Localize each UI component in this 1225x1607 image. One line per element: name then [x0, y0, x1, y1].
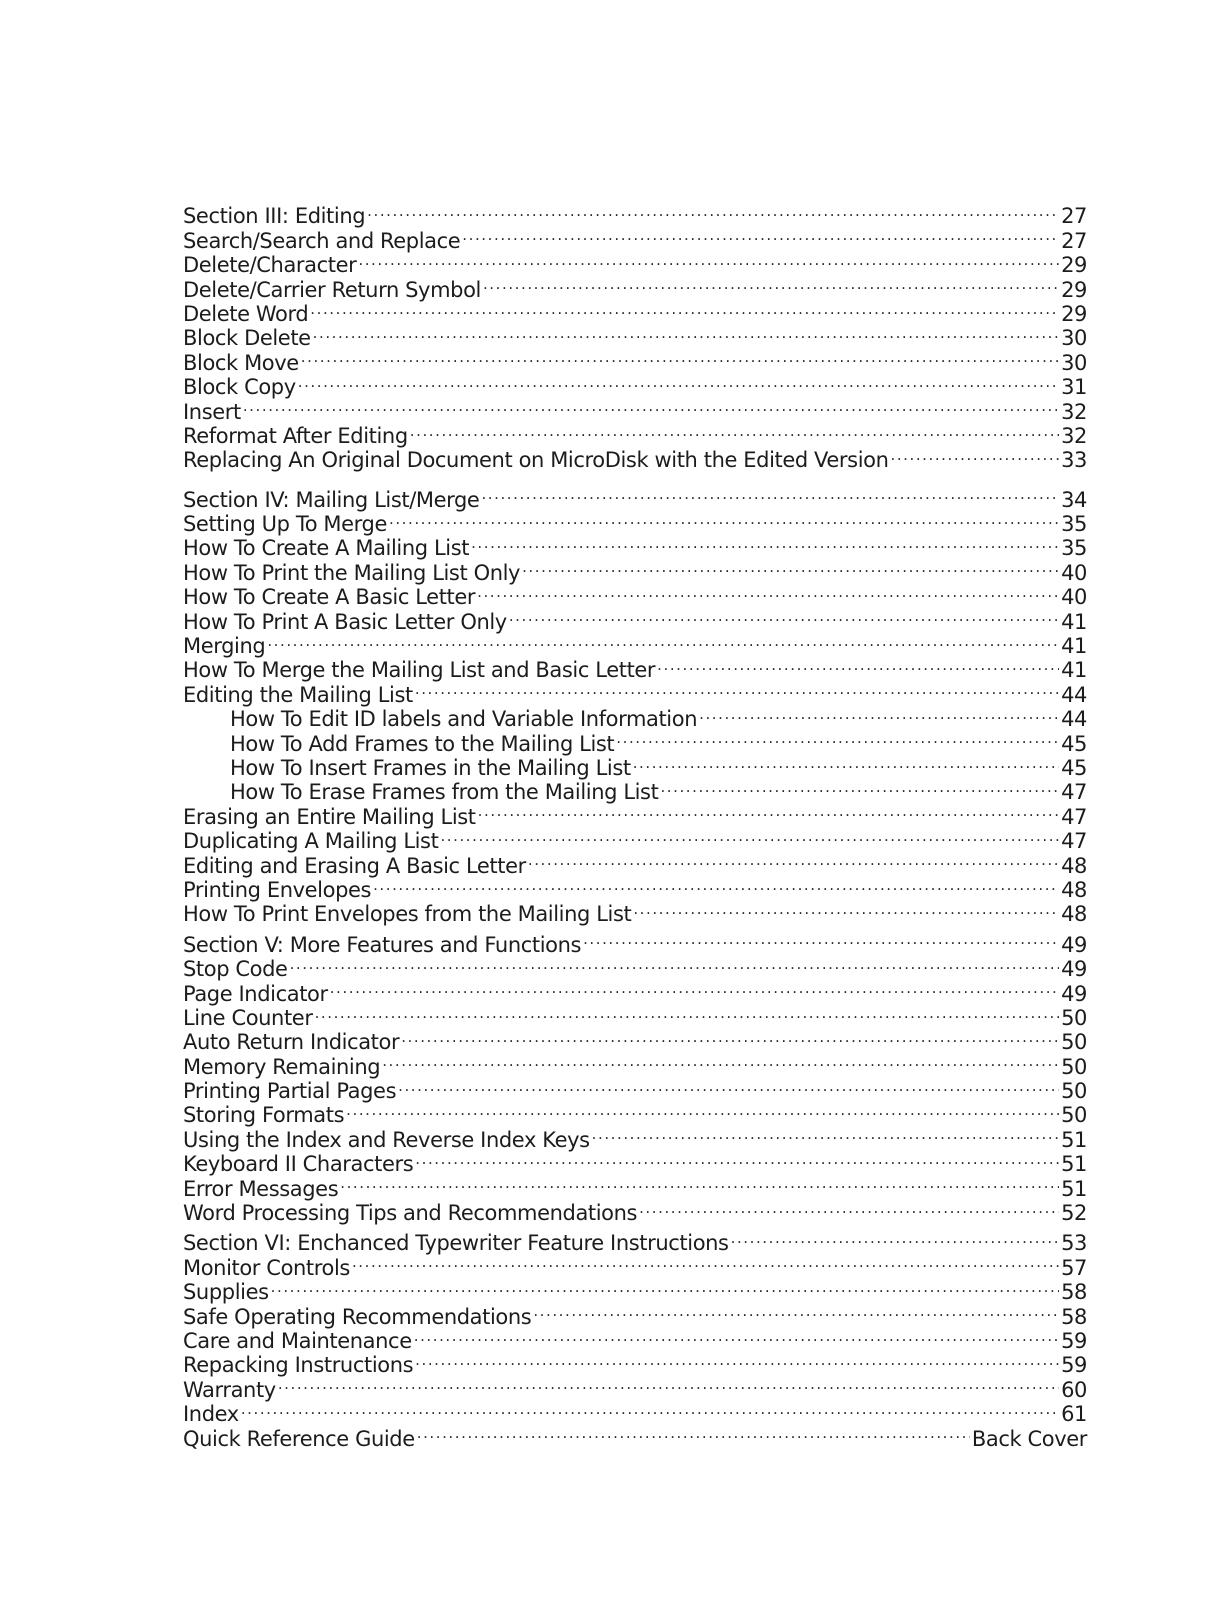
toc-entry-page: 30 [1061, 350, 1087, 375]
toc-entry-page: 32 [1061, 423, 1087, 448]
toc-section-heading [183, 927, 1087, 957]
dot-leader [633, 751, 1059, 775]
toc-entry-title: Storing Formats [183, 1103, 345, 1128]
toc-entry-page: 52 [1061, 1201, 1087, 1226]
toc-entry [183, 1421, 1087, 1451]
toc-entry [183, 394, 1087, 424]
dot-leader [346, 1098, 1059, 1122]
dot-leader [462, 223, 1059, 247]
toc-entry-title: Memory Remaining [183, 1054, 381, 1079]
toc-entry [183, 653, 1087, 683]
toc-entry-page: 50 [1061, 1005, 1087, 1030]
dot-leader [639, 1196, 1059, 1220]
dot-leader [401, 1025, 1059, 1049]
dot-leader [481, 482, 1059, 506]
toc-entry-page: 45 [1061, 731, 1087, 756]
toc-entry-title: Page Indicator [183, 981, 328, 1006]
dot-leader [509, 604, 1059, 628]
dot-leader [699, 702, 1059, 726]
dot-leader [890, 443, 1059, 467]
toc-entry [183, 629, 1087, 659]
dot-leader [440, 824, 1059, 848]
dot-leader [471, 531, 1059, 555]
toc-entry [183, 976, 1087, 1006]
table-of-contents [183, 199, 1087, 1451]
toc-entry-page: 59 [1061, 1353, 1087, 1378]
dot-leader [478, 799, 1059, 823]
dot-leader [583, 927, 1059, 951]
toc-entry [183, 199, 1087, 229]
dot-leader [313, 321, 1059, 345]
toc-entry-page: 31 [1061, 375, 1087, 400]
toc-entry-page: Back Cover [971, 1426, 1087, 1451]
dot-leader [410, 419, 1059, 443]
dot-leader [483, 272, 1059, 296]
dot-leader [522, 555, 1059, 579]
toc-section-heading [183, 1226, 1087, 1256]
toc-entry-page: 48 [1061, 902, 1087, 927]
dot-leader [477, 580, 1059, 604]
dot-leader [633, 897, 1059, 921]
toc-entry-title: Replacing An Original Document on MicroDisk with the Edited Version [183, 448, 889, 473]
toc-entry [183, 1001, 1087, 1030]
toc-entry [183, 1275, 1087, 1305]
toc-entry-page: 49 [1061, 957, 1087, 982]
toc-entry-title: Printing Partial Pages [183, 1079, 397, 1104]
toc-entry [183, 345, 1087, 375]
dot-leader [340, 1171, 1059, 1195]
toc-entry-page: 29 [1061, 253, 1087, 278]
toc-entry-title: Supplies [183, 1280, 269, 1305]
toc-entry-page: 51 [1061, 1127, 1087, 1152]
dot-leader [271, 1275, 1059, 1299]
toc-entry-title: Word Processing Tips and Recommendations [183, 1201, 638, 1226]
toc-entry-page: 30 [1061, 326, 1087, 351]
toc-entry [183, 297, 1087, 326]
toc-section-heading [183, 482, 1087, 512]
toc-entry-page: 41 [1061, 658, 1087, 683]
toc-entry-page: 40 [1061, 585, 1087, 610]
toc-entry-title: Search/Search and Replace [183, 228, 461, 253]
toc-entry-title: How To Print Envelopes from the Mailing List [183, 902, 632, 927]
toc-entry-title: Block Copy [183, 375, 296, 400]
toc-entry-title: Insert [183, 399, 241, 424]
toc-entry-title: Section III: Editing [183, 204, 366, 229]
dot-leader [301, 345, 1059, 369]
toc-entry-page: 50 [1061, 1030, 1087, 1055]
toc-entry-title: How To Erase Frames from the Mailing List [230, 780, 659, 805]
toc-entry-title: Erasing an Entire Mailing List [183, 804, 476, 829]
toc-entry-page: 50 [1061, 1079, 1087, 1104]
dot-leader [298, 370, 1059, 394]
toc-entry-page: 47 [1061, 804, 1087, 829]
toc-entry-title: Auto Return Indicator [183, 1030, 400, 1055]
toc-entry-page: 34 [1061, 487, 1087, 512]
toc-entry-title: Printing Envelopes [183, 877, 372, 902]
dot-leader [616, 726, 1059, 750]
toc-entry-title: Duplicating A Mailing List [183, 829, 439, 854]
toc-entry-page: 51 [1061, 1152, 1087, 1177]
toc-entry-page: 49 [1061, 981, 1087, 1006]
toc-entry-page: 50 [1061, 1103, 1087, 1128]
toc-entry-page: 58 [1061, 1280, 1087, 1305]
toc-entry-page: 45 [1061, 755, 1087, 780]
dot-leader [417, 1421, 970, 1445]
dot-leader [414, 1324, 1059, 1348]
toc-entry [183, 321, 1087, 351]
toc-entry-page: 47 [1061, 829, 1087, 854]
toc-entry-page: 48 [1061, 853, 1087, 878]
toc-entry-title: Stop Code [183, 957, 288, 982]
toc-entry-title: How To Add Frames to the Mailing List [230, 731, 615, 756]
toc-entry-title: Index [183, 1402, 239, 1427]
toc-entry-title: Setting Up To Merge [183, 512, 387, 537]
toc-entry-page: 50 [1061, 1054, 1087, 1079]
toc-entry-page: 44 [1061, 682, 1087, 707]
toc-entry [183, 952, 1087, 982]
toc-entry-page: 29 [1061, 277, 1087, 302]
toc-entry-title: Care and Maintenance [183, 1328, 412, 1353]
toc-entry-page: 35 [1061, 512, 1087, 537]
dot-leader [415, 1147, 1059, 1171]
toc-entry-page: 44 [1061, 707, 1087, 732]
toc-entry-page: 59 [1061, 1328, 1087, 1353]
toc-entry-page: 57 [1061, 1255, 1087, 1280]
toc-entry-title: Section VI: Enchanced Typewriter Feature Instructions [183, 1231, 729, 1256]
dot-leader [243, 394, 1059, 418]
toc-entry-title: Delete/Character [183, 253, 357, 278]
toc-entry-page: 58 [1061, 1304, 1087, 1329]
toc-entry-page: 48 [1061, 877, 1087, 902]
dot-leader [330, 976, 1059, 1000]
dot-leader [352, 1250, 1059, 1274]
toc-entry-page: 61 [1061, 1402, 1087, 1427]
toc-entry [183, 1372, 1087, 1402]
dot-leader [278, 1372, 1059, 1396]
dot-leader [592, 1122, 1059, 1146]
toc-entry-page: 47 [1061, 780, 1087, 805]
dot-leader [290, 952, 1059, 976]
toc-entry [183, 370, 1087, 400]
toc-entry-page: 49 [1061, 932, 1087, 957]
dot-leader [373, 873, 1059, 897]
toc-entry-title: How To Create A Basic Letter [183, 585, 476, 610]
dot-leader [415, 677, 1059, 701]
toc-entry [183, 1397, 1087, 1427]
dot-leader [358, 248, 1059, 272]
toc-entry [183, 1299, 1087, 1329]
toc-entry-title: Quick Reference Guide [183, 1426, 415, 1451]
toc-entry-title: How To Insert Frames in the Mailing List [230, 755, 631, 780]
dot-leader [415, 1348, 1059, 1372]
toc-entry-title: Block Move [183, 350, 299, 375]
toc-entry-page: 29 [1061, 301, 1087, 326]
toc-entry-title: How To Edit ID labels and Variable Information [230, 707, 698, 732]
toc-entry-title: Merging [183, 634, 266, 659]
toc-entry-page: 40 [1061, 560, 1087, 585]
dot-leader [398, 1074, 1059, 1098]
toc-entry-title: Editing and Erasing A Basic Letter [183, 853, 526, 878]
dot-leader [660, 775, 1059, 799]
dot-leader [367, 199, 1059, 223]
dot-leader [315, 1001, 1060, 1025]
toc-entry-page: 53 [1061, 1231, 1087, 1256]
toc-entry-title: Error Messages [183, 1176, 339, 1201]
toc-entry-title: How To Create A Mailing List [183, 536, 470, 561]
toc-entry-title: Line Counter [183, 1005, 313, 1030]
toc-entry-page: 27 [1061, 204, 1087, 229]
toc-entry-title: Using the Index and Reverse Index Keys [183, 1127, 590, 1152]
toc-entry-title: How To Merge the Mailing List and Basic Letter [183, 658, 656, 683]
toc-entry-title: Safe Operating Recommendations [183, 1304, 532, 1329]
toc-entry-page: 60 [1061, 1377, 1087, 1402]
toc-entry-page: 32 [1061, 399, 1087, 424]
toc-entry-title: Delete/Carrier Return Symbol [183, 277, 481, 302]
toc-entry-title: Reformat After Editing [183, 423, 408, 448]
toc-entry-page: 35 [1061, 536, 1087, 561]
toc-entry-title: Section IV: Mailing List/Merge [183, 487, 480, 512]
toc-entry-title: Editing the Mailing List [183, 682, 413, 707]
toc-entry [183, 419, 1087, 448]
toc-entry-title: How To Print A Basic Letter Only [183, 609, 507, 634]
dot-leader [310, 297, 1059, 321]
dot-leader [528, 848, 1059, 872]
dot-leader [241, 1397, 1059, 1421]
toc-entry-title: Delete Word [183, 301, 309, 326]
toc-entry [183, 1025, 1087, 1055]
dot-leader [657, 653, 1059, 677]
toc-entry-page: 51 [1061, 1176, 1087, 1201]
toc-entry-title: Monitor Controls [183, 1255, 350, 1280]
toc-entry-page: 27 [1061, 228, 1087, 253]
dot-leader [389, 507, 1059, 531]
toc-entry-page: 41 [1061, 634, 1087, 659]
toc-entry-title: Block Delete [183, 326, 311, 351]
dot-leader [382, 1049, 1059, 1073]
toc-entry-page: 41 [1061, 609, 1087, 634]
dot-leader [731, 1226, 1059, 1250]
toc-entry-page: 33 [1061, 448, 1087, 473]
dot-leader [267, 629, 1059, 653]
dot-leader [533, 1299, 1059, 1323]
toc-entry-title: Keyboard II Characters [183, 1152, 414, 1177]
toc-entry-title: Section V: More Features and Functions [183, 932, 582, 957]
toc-entry-title: Repacking Instructions [183, 1353, 414, 1378]
toc-entry-title: Warranty [183, 1377, 276, 1402]
toc-entry-title: How To Print the Mailing List Only [183, 560, 521, 585]
